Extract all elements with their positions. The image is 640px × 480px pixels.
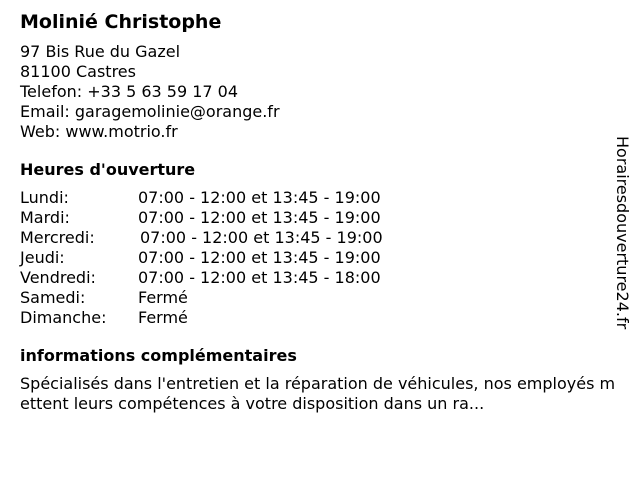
hours-row-saturday bbox=[20, 288, 610, 308]
hours-time-value: 07:00 - 12:00 et 13:45 - 19:00 bbox=[140, 228, 383, 247]
hours-day-label: Mercredi: bbox=[20, 228, 95, 247]
phone-line[interactable]: Telefon: +33 5 63 59 17 04 bbox=[20, 82, 239, 101]
address-line-1: 97 Bis Rue du Gazel bbox=[20, 42, 181, 61]
info-description: Spécialisés dans l'entretien et la réparation de véhicules, nos employés mettent leurs compétences à votre disposition dans un ra... bbox=[20, 374, 616, 413]
hours-day-label: Mardi: bbox=[20, 208, 70, 227]
hours-heading: Heures d'ouverture bbox=[20, 160, 196, 179]
hours-time-value: 07:00 - 12:00 et 13:45 - 19:00 bbox=[138, 188, 381, 207]
web-line[interactable]: Web: www.motrio.fr bbox=[20, 122, 178, 141]
hours-time-value: 07:00 - 12:00 et 13:45 - 19:00 bbox=[138, 208, 381, 227]
hours-day-label: Lundi: bbox=[20, 188, 69, 207]
hours-row-thursday bbox=[20, 248, 610, 268]
hours-time-value: 07:00 - 12:00 et 13:45 - 18:00 bbox=[138, 268, 381, 287]
business-name: Molinié Christophe bbox=[20, 11, 222, 33]
hours-time-value: 07:00 - 12:00 et 13:45 - 19:00 bbox=[138, 248, 381, 267]
hours-time-value: Fermé bbox=[138, 308, 188, 327]
hours-row-tuesday bbox=[20, 208, 610, 228]
hours-table bbox=[20, 188, 610, 328]
email-line[interactable]: Email: garagemolinie@orange.fr bbox=[20, 102, 280, 121]
info-heading: informations complémentaires bbox=[20, 346, 297, 365]
hours-row-wednesday bbox=[20, 228, 610, 248]
hours-day-label: Vendredi: bbox=[20, 268, 96, 287]
brand-watermark: Horairesdouverture24.fr bbox=[613, 136, 632, 330]
hours-day-label: Jeudi: bbox=[20, 248, 65, 267]
hours-row-monday bbox=[20, 188, 610, 208]
address-line-2: 81100 Castres bbox=[20, 62, 136, 81]
hours-day-label: Dimanche: bbox=[20, 308, 107, 327]
hours-day-label: Samedi: bbox=[20, 288, 86, 307]
hours-row-friday bbox=[20, 268, 610, 288]
business-card bbox=[20, 10, 616, 414]
hours-row-sunday bbox=[20, 308, 610, 328]
hours-time-value: Fermé bbox=[138, 288, 188, 307]
